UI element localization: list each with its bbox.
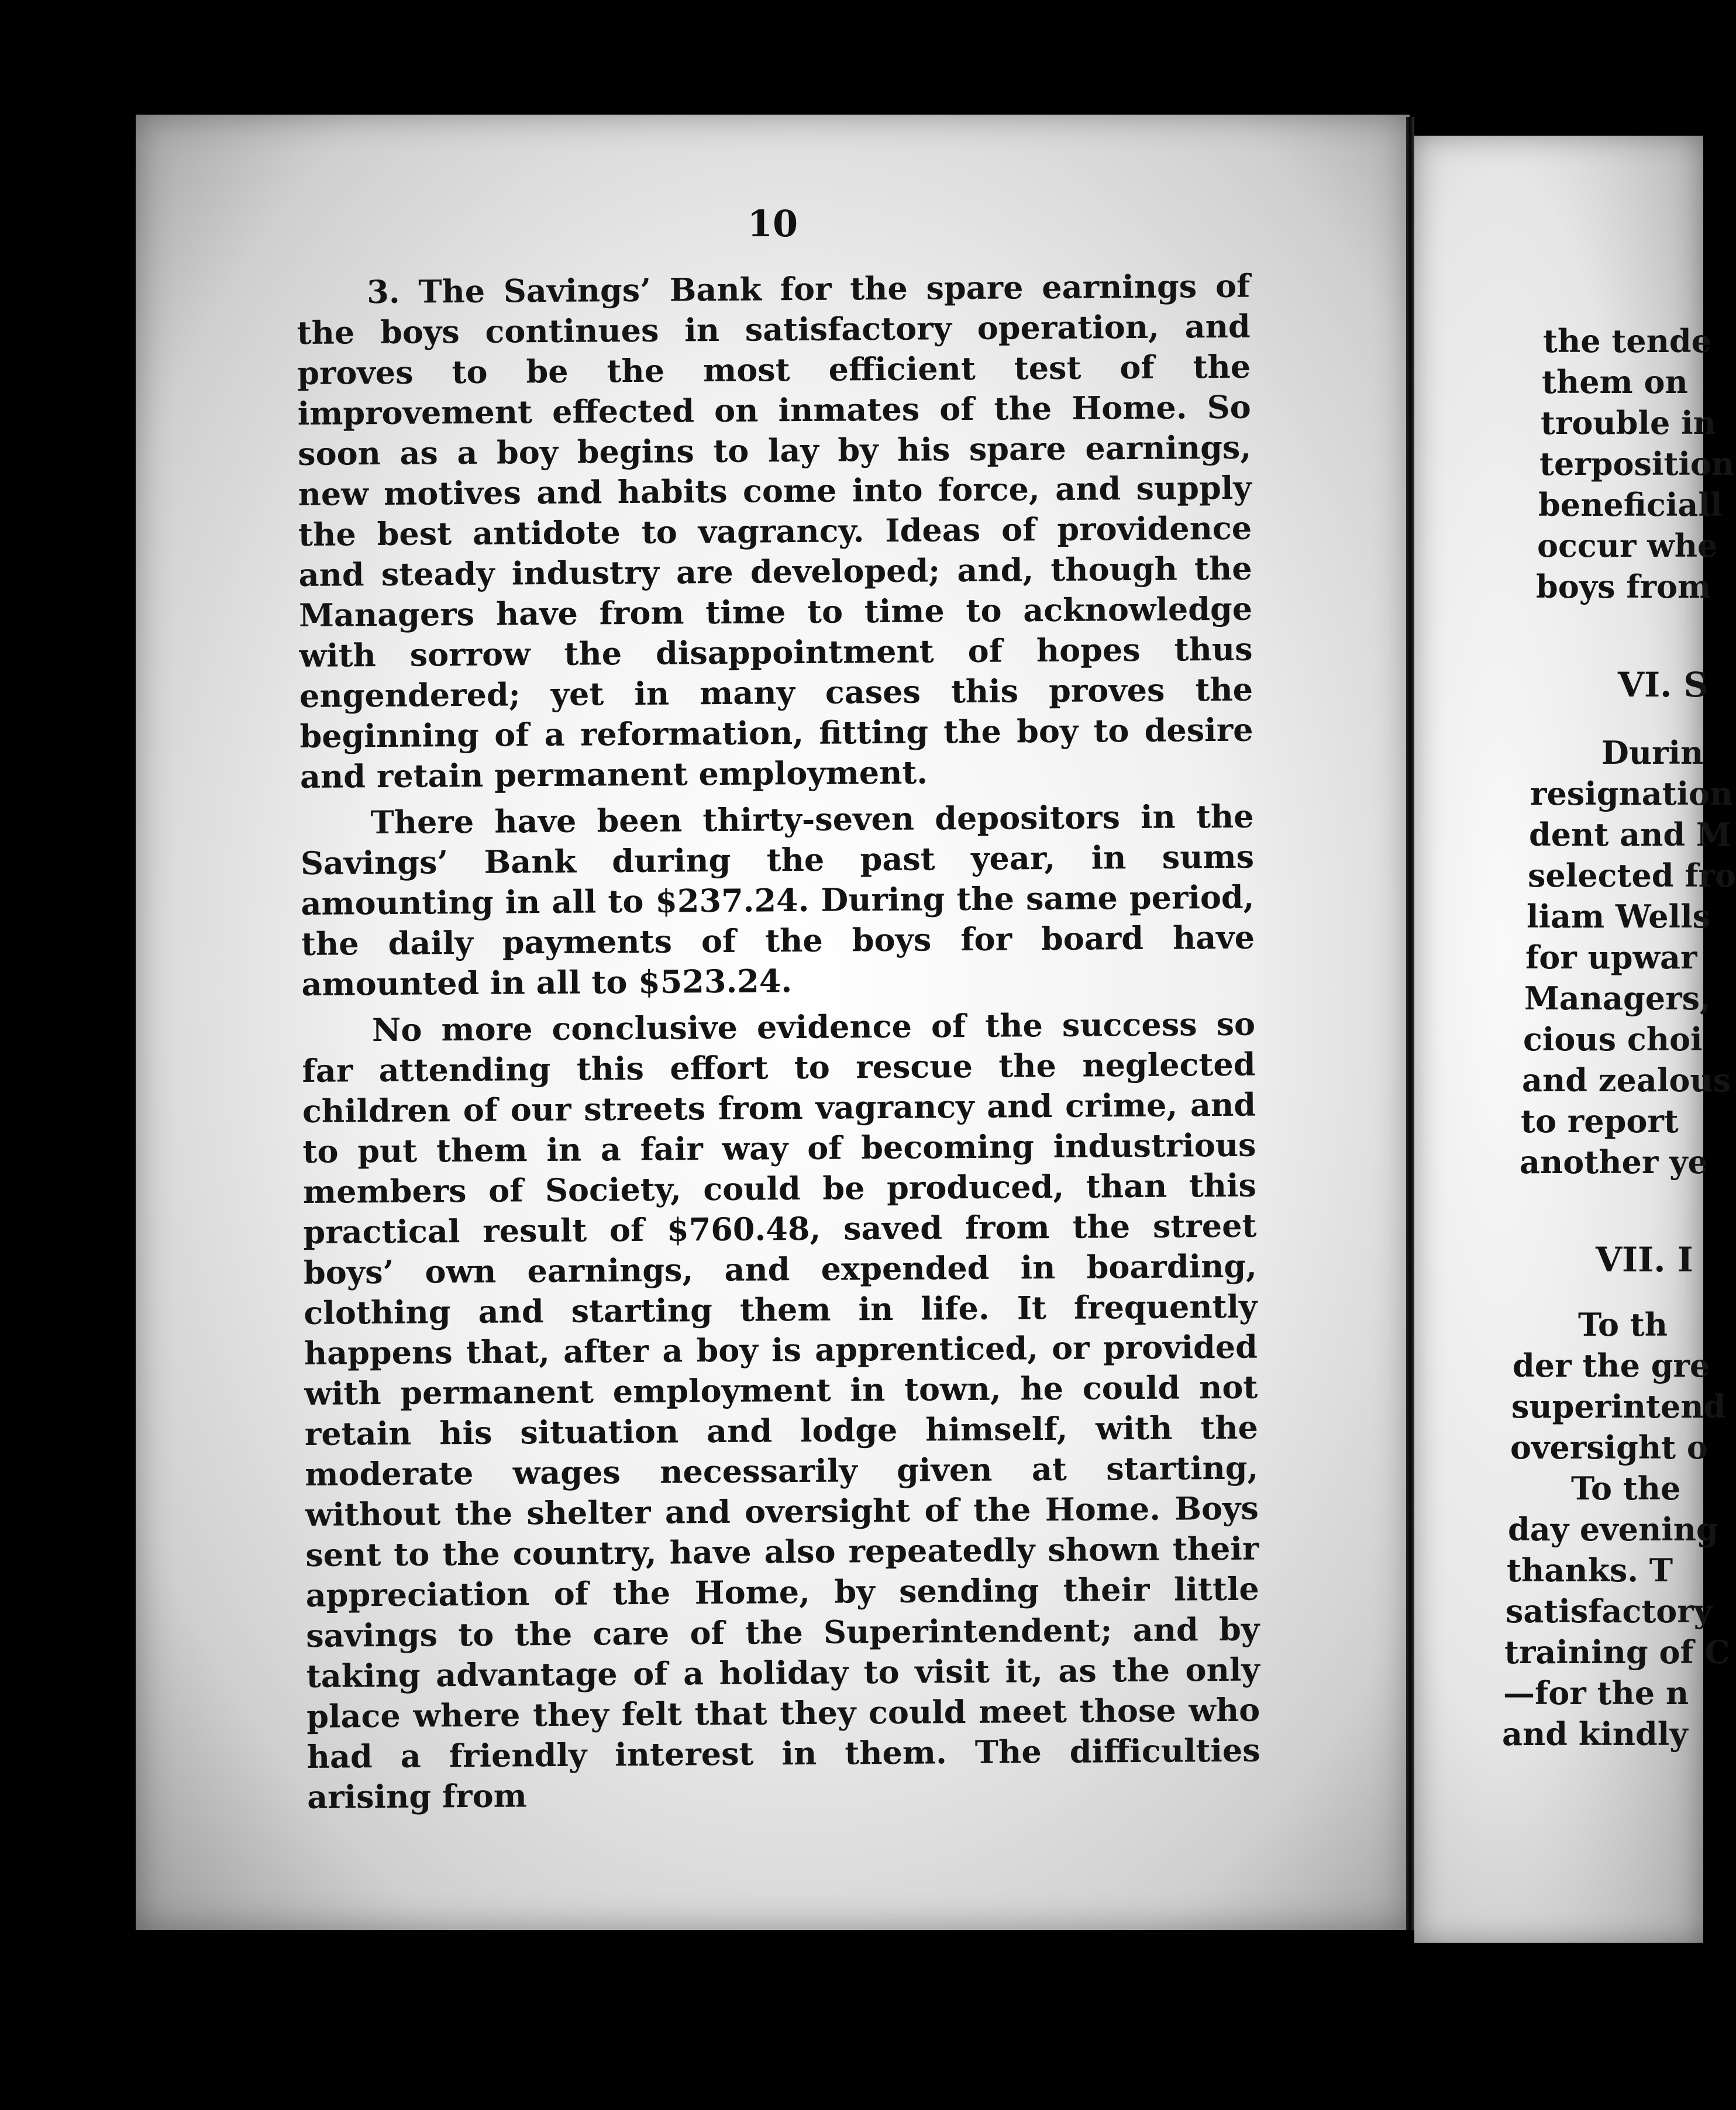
book-gutter [1406, 117, 1414, 1930]
right-line: the tende [1543, 322, 1712, 360]
right-line: day evening [1508, 1511, 1718, 1548]
right-line: occur whe [1537, 527, 1718, 564]
right-line: thanks. T [1507, 1552, 1673, 1589]
right-line: To the [1571, 1470, 1681, 1507]
right-line: beneficiall [1538, 486, 1723, 523]
right-line: dent and M [1529, 816, 1731, 853]
right-line: selected fro [1528, 857, 1736, 894]
paragraph-evidence: No more conclusive evidence of the success so far attending this effort to rescue the neglected children of our streets from vagrancy and crime, and to put them in a fair way of becoming industrious members of Society, could be produced, than this practical result of $760.48, saved from the street boys’ own earnings, and expended in boarding, clothing and starting them in life. It frequently happens that, after a boy is apprenticed, or provided with permanent employment in town, he could not retain his situation and lodge himself, with the moderate wages necessarily given at starting, without the shelter and oversight of the Home. Boys sent to the country, have also repeatedly shown their appreciation of the Home, by sending their little savings to the care of the Superintendent; and by taking advantage of a holiday to visit it, as the only place where they felt that they could meet those who had a friendly interest in them. The difficulties arising from [302, 1005, 1260, 1816]
paragraph-savings-bank: 3. The Savings’ Bank for the spare earnings of the boys continues in satisfactory operation, and proves to be the most efficient test of the improvement effected on inmates of the Home. So soon as a boy begins to lay by his spare earnings, new motives and habits come into force, and supply the best antidote to vagrancy. Ideas of providence and steady industry are developed; and, though the Managers have from time to time to acknowledge with sorrow the disappointment of hopes thus engendered; yet in many cases this proves the beginning of a reformation, fitting the boy to desire and retain permanent employment. [297, 267, 1253, 795]
left-page-text [297, 266, 1260, 1818]
right-line: resignation [1530, 775, 1733, 812]
right-page [1414, 136, 1736, 1943]
right-line: for upwar [1525, 939, 1697, 976]
paragraph-depositors: There have been thirty-seven depositors in the Savings’ Bank during the past year, in sums amounting in all to $237.24. During the same period, the daily payments of the boys for board have amounted in all to $523.24. [300, 797, 1255, 1003]
left-page [136, 115, 1410, 1930]
right-line: der the gre [1513, 1347, 1710, 1384]
right-line: liam Wells [1527, 898, 1710, 935]
right-line: training of C [1504, 1633, 1730, 1671]
right-line: Durin [1601, 734, 1704, 771]
right-line: —for the n [1503, 1674, 1689, 1712]
right-line: to report [1521, 1102, 1679, 1140]
right-line: another ye [1520, 1143, 1708, 1181]
right-line: oversight o [1510, 1429, 1708, 1466]
right-line: and zealous [1522, 1061, 1731, 1099]
right-line: To th [1578, 1306, 1668, 1343]
right-line: them on [1542, 363, 1688, 401]
right-line: and kindly [1502, 1715, 1688, 1753]
right-line: boys from [1536, 568, 1711, 605]
right-line: trouble in [1541, 404, 1716, 442]
right-line: satisfactory [1506, 1592, 1713, 1630]
right-line: cious choi [1523, 1020, 1703, 1058]
section-heading-vi: VI. S [1618, 665, 1709, 705]
right-line: Managers, [1524, 980, 1711, 1017]
page-number: 10 [747, 202, 798, 245]
right-line: terposition [1539, 445, 1735, 482]
section-heading-vii: VII. I [1596, 1240, 1693, 1280]
right-line: superintend [1511, 1388, 1726, 1425]
